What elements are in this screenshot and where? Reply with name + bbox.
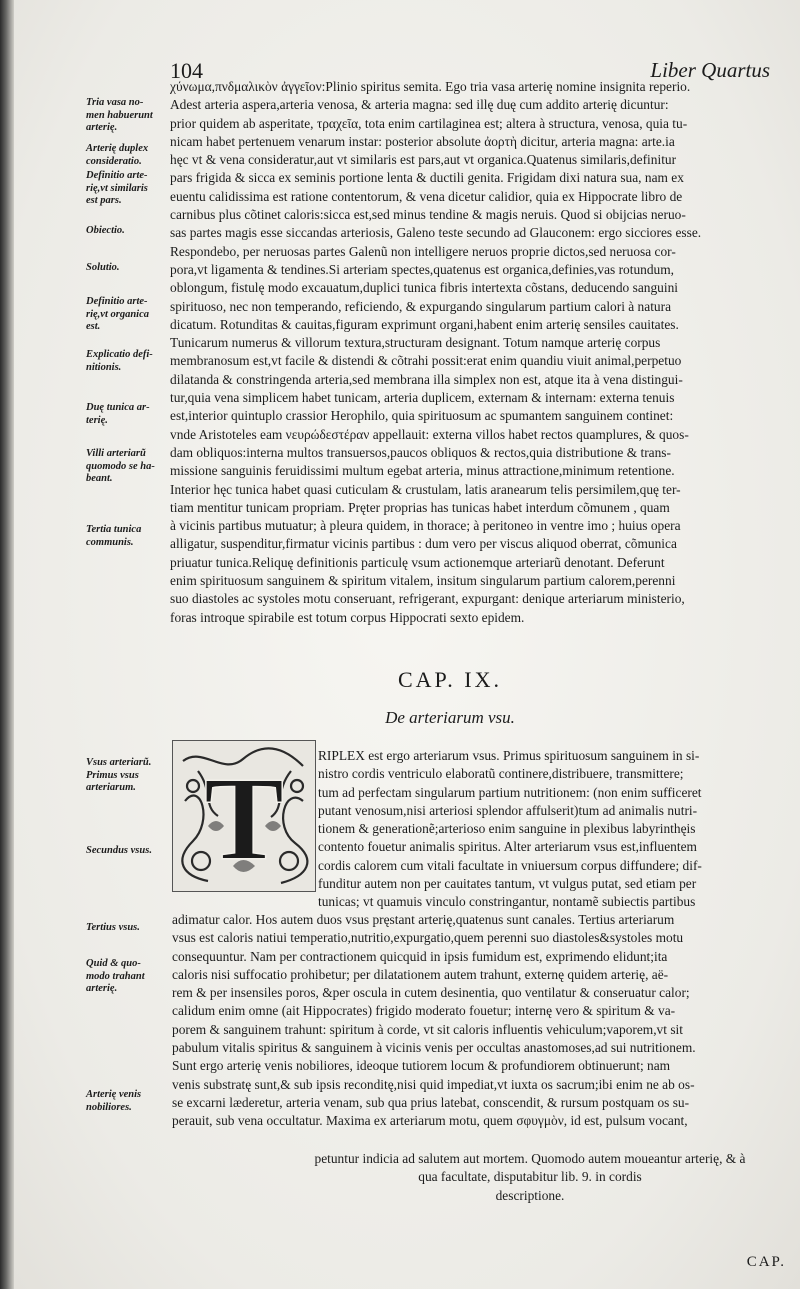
text-line: est,interior quintuplo crassior Herophilo, quia spirituosum ac spumantem sanguinem continet:	[170, 408, 674, 424]
drop-cap-letter: T	[203, 752, 285, 885]
section-title: De arteriarum vsu.	[385, 708, 515, 727]
text-line: Respondebo, per neruosas partes Galenũ non intelligere neruos proprie dictos,sed neruosa cor-	[170, 243, 676, 259]
text-line: tionem & generationẽ;arterioso enim sanguine in plexibus labyrinthęis	[318, 821, 696, 837]
text-line: tum ad perfectam singularum partium nutritionem: (non enim sufficeret	[318, 784, 702, 800]
text-line: priuatur tunica.Reliquę definitionis particulę vsum actionemque arteriarũ denotant. Deferunt	[170, 554, 665, 570]
decorated-initial-ornament	[173, 741, 315, 891]
margin-note: Tertia tunica communis.	[86, 524, 142, 548]
margin-note: Obiectio.	[86, 225, 125, 236]
margin-notes	[86, 0, 172, 1289]
text-line: hęc vt & vena consideratur,aut vt similaris est pars,aut vt organica.Quatenus similaris,definitur	[170, 152, 677, 168]
margin-note: Tria vasa no- men habuerunt arterię.	[86, 97, 153, 133]
margin-note: Arterię venis nobiliores.	[86, 1089, 142, 1113]
text-line: porem & sanguinem trahunt: spiritum à corde, vt sit caloris influentis vehiculum;vaporem,vt sit	[172, 1021, 683, 1037]
decorated-initial	[172, 740, 316, 892]
text-line: vnde Aristoteles eam νευρώδεστέραν appellauit: externa villos habet rectos quamplures, & quos-	[170, 426, 689, 442]
text-line: Sunt ergo arterię venis nobiliores, ideoque tutiorem locum & profundiorem obtinuerunt; nam	[172, 1058, 671, 1074]
text-line: à vicinis partibus mutuatur; à pleura quidem, in thorace; à peritoneo in ventre imo ; huius opera	[170, 518, 681, 534]
text-line: RIPLEX est ergo arteriarum vsus. Primus spirituosum sanguinem in si-	[318, 748, 700, 763]
text-line: se excarni læderetur, arteria venam, sub qua prius latebat, conscendit, & rursum postquam os su-	[172, 1094, 690, 1110]
text-line: missione sanguinis feruidissimi multum egebat arteria, minus attractione,minimum retentione.	[170, 463, 675, 479]
margin-note: Tertius vsus.	[86, 922, 140, 933]
text-line: membranosum est,vt facile & distendi & cõtrahi possit:erat enim quandiu viuit animal,perpetuo	[170, 353, 682, 369]
margin-note: Arterię duplex consideratio.	[86, 143, 149, 167]
text-line: foras introque spirabile est totum corpus Hippocrati sexto epidem.	[170, 609, 525, 625]
text-line: nistro cordis ventriculo elaboratũ continere,distribuere, transmittere;	[318, 766, 684, 782]
text-line: tunicas; vt quamuis vinculo constringantur, nontamẽ subiectis partibus	[318, 894, 696, 910]
text-line: χύνωμα,πνδμαλικὸν ἀγγεῖον:Plinio spiritus semita. Ego tria vasa arterię nomine insignita reperio.	[170, 79, 691, 94]
margin-note: Explicatio defi- nitionis.	[86, 349, 153, 373]
text-line: suo diastoles ac systoles motu conseruant, refrigerant, expurgant: denique arteriarum ministerio,	[170, 591, 685, 607]
text-line: vsus est caloris natiui temperatio,nutritio,expurgatio,quem perenni suo diastoles&systoles motu	[172, 930, 684, 946]
book-title: Liber Quartus	[650, 58, 770, 82]
paragraph-uses-continued	[172, 911, 788, 1131]
text-line: Adest arteria aspera,arteria venosa, & arteria magna: sed illę duę cum addito arterię dicuntur:	[170, 97, 669, 113]
chapter-heading: CAP. IX.	[397, 667, 503, 692]
margin-note: Secundus vsus.	[86, 845, 152, 856]
text-line: perauit, sub vena occultatur. Maxima ex arteriarum motu, quem σφυγμὸν, id est, pulsum vocant,	[172, 1113, 688, 1129]
margin-note: Duę tunica ar- terię.	[86, 402, 150, 426]
text-line: enim spirituosum sanguinem & spiritum vitalem, insitum singularum partium calorem,perenni	[170, 573, 676, 589]
text-line: descriptione.	[495, 1187, 565, 1203]
text-line: dicatum. Rotunditas & cauitas,figuram exprimunt organi,habent enim arterię sensiles cauitates.	[170, 316, 679, 332]
text-line: nicam habet pertenuem venarum instar: posterior absolute ἀορτὴ dicitur, arteria magna: arte.ia	[170, 133, 675, 149]
text-line: venis substratę sunt,& sub ipsis reconditę,nisi quid impediat,vt iuxta os sacrum;ibi enim ne ab os-	[172, 1076, 695, 1092]
text-line: prior quidem ab asperitate, τραχεῖα, tota enim cartilaginea est; altera à structura, venosa, quia tu-	[170, 115, 688, 131]
text-line: rem & per insensiles poros, &per oscula in cutem desinentia, quo ventilatur & conseruatur calor;	[172, 985, 690, 1001]
margin-note: Solutio.	[86, 262, 120, 273]
paragraph-definition	[170, 78, 788, 627]
text-line: pars frigida & sicca ex seminis portione lenta & ductili genita. Frigidam dixi natura sua, nam ex	[170, 170, 684, 186]
text-line: dilatanda & constringenda arteria,sed membrana illa simplex non est, atque ita à vena distingui-	[170, 371, 683, 387]
margin-note: Quid & quo- modo trahant arterię.	[86, 958, 145, 994]
paragraph-closing	[300, 1150, 760, 1205]
text-line: adimatur calor. Hos autem duos vsus pręstant arterię,quatenus sunt canales. Tertius arteriarum	[172, 912, 675, 927]
margin-note: Definitio arte- rię,vt organica est.	[86, 296, 149, 332]
paragraph-uses-intro	[318, 747, 788, 912]
text-line: putant venosum,nisi arteriosi splendor affulserit)tum ad animalis nutri-	[318, 802, 698, 818]
text-line: sas partes magis esse siccandas arteriosis, Galeno teste secundo ad Glauconem: ergo sicciores esse.	[170, 225, 702, 241]
margin-note: Villi arteriarũ quomodo se ha- beant.	[86, 448, 155, 484]
binding-gutter-shadow	[0, 0, 14, 1289]
text-line: tur,quia vena simplicem habet tunicam, arteria duplicem, externam & internam: externa tenuis	[170, 390, 675, 406]
text-line: contento fouetur animalis spiritus. Alter arteriarum vsus est,influentem	[318, 839, 697, 855]
text-line: qua facultate, disputabitur lib. 9. in cordis	[418, 1169, 642, 1185]
text-line: alligatur, suspenditur,firmatur vicinis partibus : dum vero per viscus aliquod oberrat, cõmunica	[170, 536, 677, 552]
text-line: oblongum, fistulę modo excauatum,duplici tunica fibris intertexta cõstans, deducendo sanguini	[170, 280, 678, 296]
text-line: consequuntur. Nam per contractionem quicquid in ipsis fumidum est, exprimendo elidunt;ita	[172, 948, 668, 964]
margin-note: Definitio arte- rię,vt similaris est pars.	[86, 170, 148, 206]
text-line: spirituoso, nec non temperando, reficiendo, & expurgando singularum partium calori à natura	[170, 298, 672, 314]
text-line: Tunicarum numerus & villorum textura,structuram designant. Totum namque arterię corpus	[170, 335, 661, 351]
text-line: carnibus plus cõtinet caloris:sicca est,sed minus tendine & magis neruis. Quod si obijcias neruo-	[170, 207, 686, 223]
catchword: CAP.	[746, 1254, 786, 1270]
text-line: Interior hęc tunica habet quasi cuticulam & crustulam, latis aranearum telis persimilem,quę ter-	[170, 481, 681, 497]
text-line: funditur autem non per cauitates tantum, vt vulgus putat, sed etiam per	[318, 876, 697, 892]
page-number: 104	[170, 58, 203, 83]
text-line: tiam mentitur tunicam propriam. Pręter proprias has tunicas habet interdum cõmunem , quam	[170, 499, 670, 515]
text-line: pabulum vitalis spiritus & sanguinem à vicinis venis per occultas anastomoses,ad sui nutritionem.	[172, 1040, 696, 1056]
text-line: calidum enim omne (ait Hippocrates) frigido moderato fouetur; internę vero & spiritum & va-	[172, 1003, 676, 1019]
margin-note: Vsus arteriarũ. Primus vsus arteriarum.	[86, 757, 152, 793]
text-line: pora,vt ligamenta & tendines.Si arteriam spectes,quatenus est organica,definies,vas rotundum,	[170, 261, 674, 277]
text-line: caloris nisi suffocatio prohibetur; per dilatationem autem trahunt, externę quidem arterię, aë-	[172, 966, 669, 982]
text-line: dam obliquos:interna multos transuersos,paucos obliquos & rectos,quia distributione & trans-	[170, 444, 671, 460]
text-line: cordis calorem cum vitali facultate in vniuersum corpus diffundere; dif-	[318, 857, 702, 873]
text-line: euentu calidissima est ratione contentorum, & vena dicetur calidior, quia ex Hippocrate libro de	[170, 188, 683, 204]
text-line: petuntur indicia ad salutem aut mortem. Quomodo autem moueantur arterię, & à	[314, 1151, 746, 1166]
